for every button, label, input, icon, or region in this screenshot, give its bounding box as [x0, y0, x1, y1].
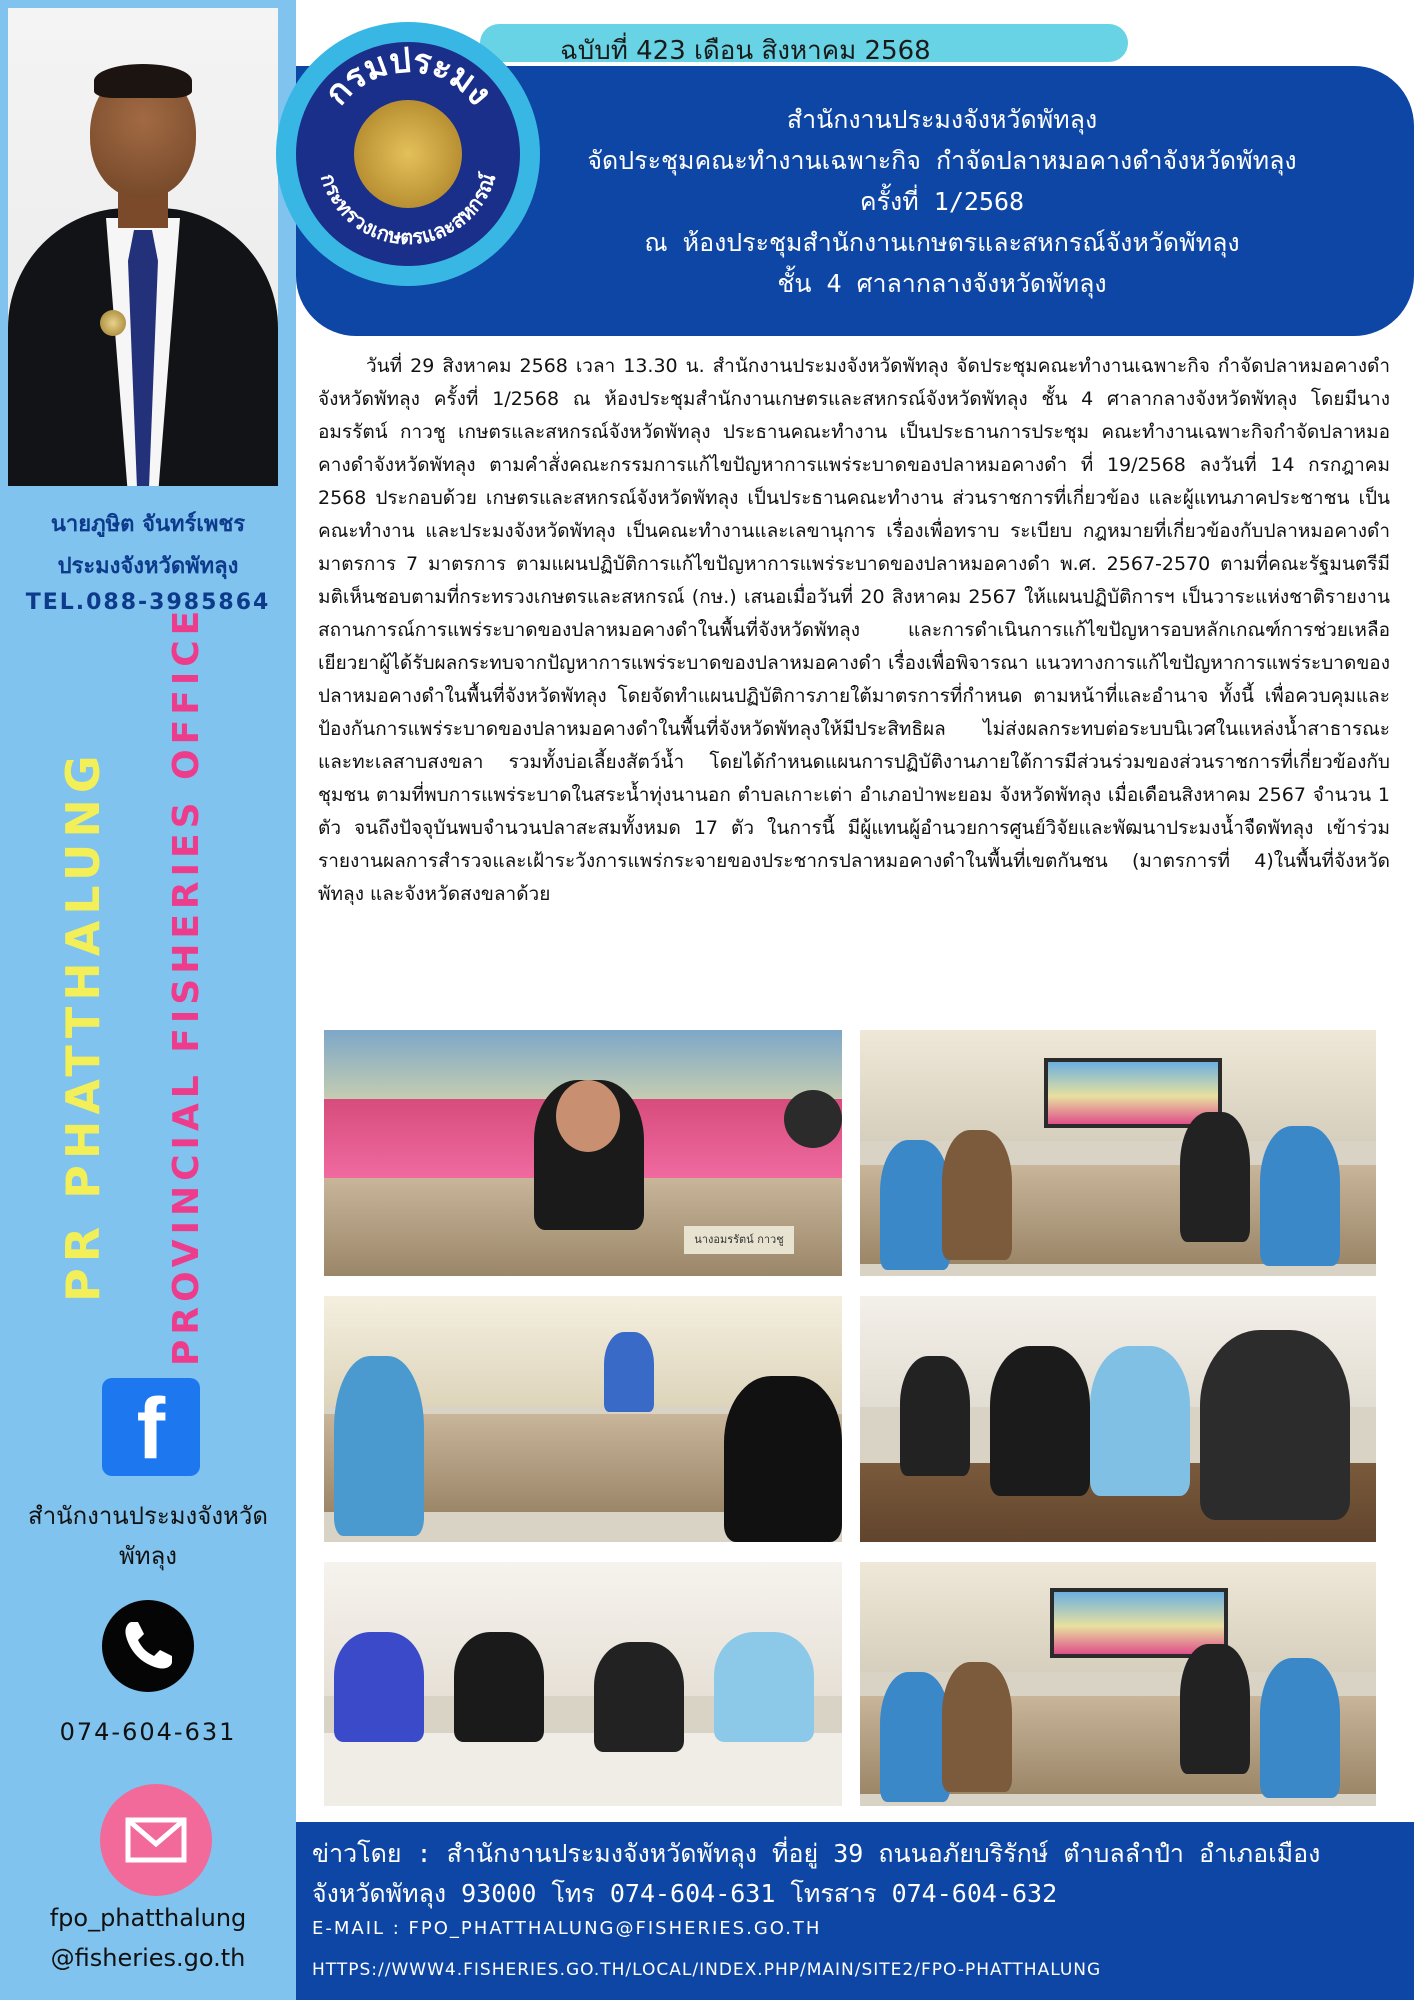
mail-icon[interactable]	[100, 1784, 212, 1896]
meeting-photo-3	[324, 1296, 842, 1542]
logo-emblem	[354, 100, 462, 208]
department-of-fisheries-logo	[276, 22, 540, 286]
footer-email[interactable]: E-MAIL : FPO_PHATTHALUNG@FISHERIES.GO.TH	[312, 1918, 822, 1939]
vertical-title-office: PROVINCIAL FISHERIES OFFICE	[166, 605, 207, 1366]
issue-number: ฉบับที่ 423 เดือน สิงหาคม 2568	[560, 36, 931, 66]
phone-icon[interactable]	[102, 1600, 194, 1692]
logo-bottom-text: กระทรวงเกษตรและสหกรณ์	[315, 169, 501, 250]
facebook-label[interactable]: สำนักงานประมงจังหวัด	[28, 1502, 268, 1530]
footer-contact: จังหวัดพัทลุง 93000 โทร 074-604-631 โทรสาร 074-604-632	[312, 1879, 1058, 1908]
email-user[interactable]: fpo_phatthalung	[49, 1904, 247, 1932]
footer-website[interactable]: HTTPS://WWW4.FISHERIES.GO.TH/LOCAL/INDEX.PHP/MAIN/SITE2/FPO-PHATTHALUNG	[312, 1960, 1102, 1980]
article-body: วันที่ 29 สิงหาคม 2568 เวลา 13.30 น. สำนักงานประมงจังหวัดพัทลุง จัดประชุมคณะทำงานเฉพาะกิจ กำจัดปลาหมอคางดำจังหวัดพัทลุง ครั้งที่ 1/2568 ณ ห้องประชุมสำนักงานเกษตรและสหกรณ์จังหวัดพัทลุง ชั้น 4 ศาลากลางจังหวัดพัทลุง โดยมีนางอมรรัตน์ กาวชู เกษตรและสหกรณ์จังหวัดพัทลุง ประธานคณะทำงาน เป็นประธานการประชุม คณะทำงานเฉพาะกิจกำจัดปลาหมอคางดำจังหวัดพัทลุง ตามคำสั่งคณะกรรมการแก้ไขปัญหาการแพร่ระบาดของปลาหมอคางดำ ที่ 19/2568 ลงวันที่ 14 กรกฎาคม 2568 ประกอบด้วย เกษตรและสหกรณ์จังหวัดพัทลุง เป็นประธานคณะทำงาน ส่วนราชการที่เกี่ยวข้อง และผู้แทนภาคประชาชน เป็นคณะทำงาน และประมงจังหวัดพัทลุง เป็นคณะทำงานและเลขานุการ เรื่องเพื่อทราบ ระเบียบ กฎหมายที่เกี่ยวข้องกับปลาหมอคางดำ มาตรการ 7 มาตรการ ตามแผนปฏิบัติการแก้ไขปัญหาการแพร่ระบาดของปลาหมอคางดำ พ.ศ. 2567-2570 ตามที่คณะรัฐมนตรีมีมติเห็นชอบตามที่กระทรวงเกษตรและสหกรณ์ (กษ.) เสนอเมื่อวันที่ 20 สิงหาคม 2567 ให้แผนปฏิบัติการฯ เป็นวาระแห่งชาติรายงานสถานการณ์การแพร่ระบาดของปลาหมอคางดำในพื้นที่จังหวัดพัทลุง และการดำเนินการแก้ไขปัญหารอบหลักเกณฑ์การช่วยเหลือเยียวยาผู้ได้รับผลกระทบจากปัญหาการแพร่ระบาดของปลาหมอคางดำ เรื่องเพื่อพิจารณา แนวทางการแก้ไขปัญหาการแพร่ระบาดของปลาหมอคางดำในพื้นที่จังหวัดพัทลุง โดยจัดทำแผนปฏิบัติการภายใต้มาตรการที่กำหนด ตามหน้าที่และอำนาจ ทั้งนี้ เพื่อควบคุมและป้องกันการแพร่ระบาดของปลาหมอคางดำในพื้นที่จังหวัดพัทลุงให้มีประสิทธิผล ไม่ส่งผลกระทบต่อระบบนิเวศในแหล่งน้ำสาธารณะและทะเลสาบสงขลา รวมทั้งบ่อเลี้ยงสัตว์น้ำ โดยได้กำหนดแผนการปฏิบัติงานภายใต้การมีส่วนร่วมของส่วนราชการที่เกี่ยวข้องกับชุมชน ตามที่พบการแพร่ระบาดในสระน้ำทุ่งนานอก ตำบลเกาะเต่า อำเภอป่าพะยอม จังหวัดพัทลุง เมื่อเดือนสิงหาคม 2567 จำนวน 1 ตัว จนถึงปัจจุบันพบจำนวนปลาสะสมทั้งหมด 17 ตัว ในการนี้ มีผู้แทนผู้อำนวยการศูนย์วิจัยและพัฒนาประมงน้ำจืดพัทลุง เข้าร่วมรายงานผลการสำรวจและเฝ้าระวังการแพร่กระจายของประชากรปลาหมอคางดำในพื้นที่เขตกันชน (มาตรการที่ 4)ในพื้นที่จังหวัดพัทลุง และจังหวัดสงขลาด้วย	[318, 355, 1390, 905]
meeting-photo-5	[324, 1562, 842, 1806]
headline-line-1: สำนักงานประมงจังหวัดพัทลุง	[786, 105, 1098, 134]
desk-name-sign: นางอมรรัตน์ กาวชู	[684, 1226, 794, 1254]
footer-address: ข่าวโดย : สำนักงานประมงจังหวัดพัทลุง ที่อยู่ 39 ถนนอภัยบริรักษ์ ตำบลลำปำ อำเภอเมือง	[312, 1839, 1321, 1868]
headline-line-5: ชั้น 4 ศาลากลางจังหวัดพัทลุง	[777, 269, 1107, 298]
facebook-label-2[interactable]: พัทลุง	[118, 1542, 178, 1570]
headline-line-4: ณ ห้องประชุมสำนักงานเกษตรและสหกรณ์จังหวัดพัทลุง	[644, 228, 1240, 257]
director-tel: TEL.088-3985864	[25, 590, 271, 615]
meeting-photo-6	[860, 1562, 1376, 1806]
email-domain[interactable]: @fisheries.go.th	[50, 1944, 246, 1972]
sidebar	[0, 0, 296, 2000]
phone-number[interactable]: 074-604-631	[59, 1718, 237, 1746]
director-portrait	[8, 8, 278, 486]
headline-line-3: ครั้งที่ 1/2568	[859, 187, 1025, 216]
director-position: ประมงจังหวัดพัทลุง	[57, 554, 239, 579]
headline-line-2: จัดประชุมคณะทำงานเฉพาะกิจ กำจัดปลาหมอคางดำจังหวัดพัทลุง	[587, 146, 1297, 175]
vertical-title-pr: PR PHATTHALUNG	[56, 749, 110, 1302]
meeting-photo-2	[860, 1030, 1376, 1276]
director-name: นายภูษิต จันทร์เพชร	[50, 512, 246, 537]
logo-top-text: กรมประมง	[316, 42, 500, 114]
facebook-icon[interactable]: f	[102, 1378, 200, 1476]
meeting-photo-4	[860, 1296, 1376, 1542]
meeting-photo-1	[324, 1030, 842, 1276]
